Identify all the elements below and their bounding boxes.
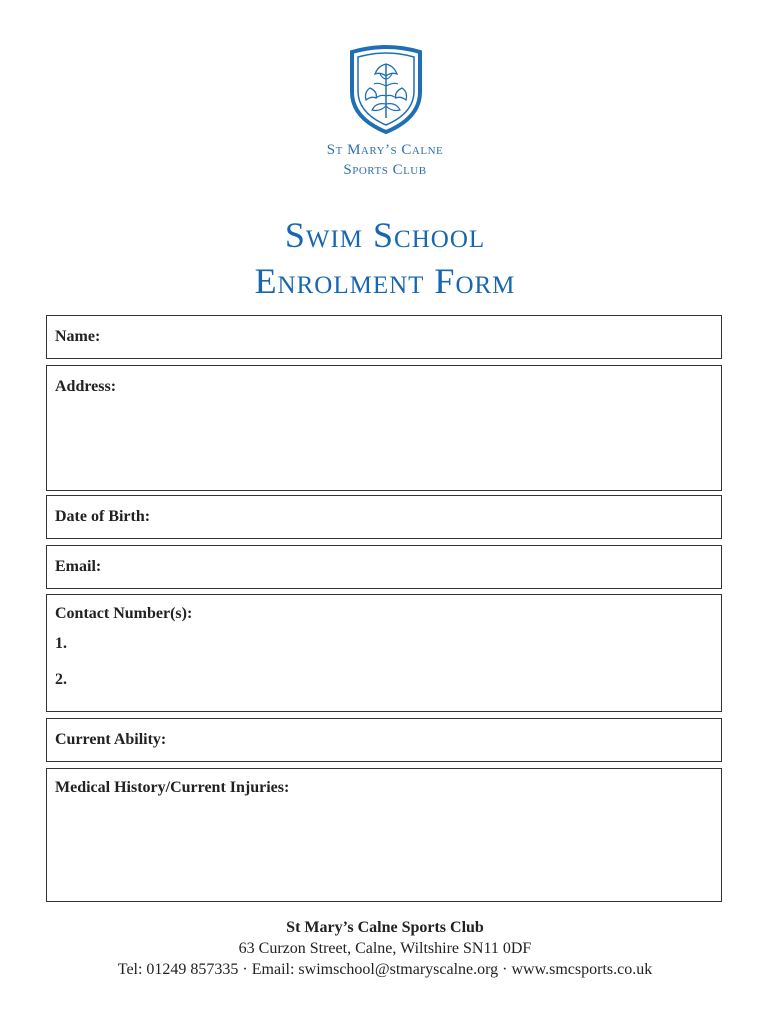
email-label: Email: [55, 558, 102, 575]
contact-numbers-label: Contact Number(s): [55, 605, 193, 622]
club-name-line1: St Mary’s Calne [326, 142, 444, 158]
footer-contact: Tel: 01249 857335 · Email: swimschool@stmaryscalne.org · www.smcsports.co.uk [117, 961, 653, 978]
form-title-line1: Swim School [284, 215, 486, 255]
medical-history-field[interactable] [46, 768, 722, 902]
date-of-birth-label: Date of Birth: [55, 508, 151, 525]
medical-history-label: Medical History/Current Injuries: [55, 779, 290, 796]
footer-address: 63 Curzon Street, Calne, Wiltshire SN11 0DF [238, 940, 532, 957]
form-title-line2: Enrolment Form [254, 261, 516, 301]
name-field[interactable] [46, 315, 722, 359]
address-label: Address: [55, 378, 117, 395]
footer-org-name: St Mary’s Calne Sports Club [286, 919, 484, 936]
contact-number-1: 1. [55, 635, 67, 652]
club-name-line2: Sports Club [343, 162, 427, 178]
current-ability-label: Current Ability: [55, 731, 167, 748]
name-label: Name: [55, 328, 101, 345]
date-of-birth-field[interactable] [46, 495, 722, 539]
current-ability-field[interactable] [46, 718, 722, 762]
school-crest-icon [348, 44, 424, 134]
contact-number-2: 2. [55, 671, 67, 688]
email-field[interactable] [46, 545, 722, 589]
address-field[interactable] [46, 365, 722, 491]
contact-numbers-field[interactable] [46, 594, 722, 712]
